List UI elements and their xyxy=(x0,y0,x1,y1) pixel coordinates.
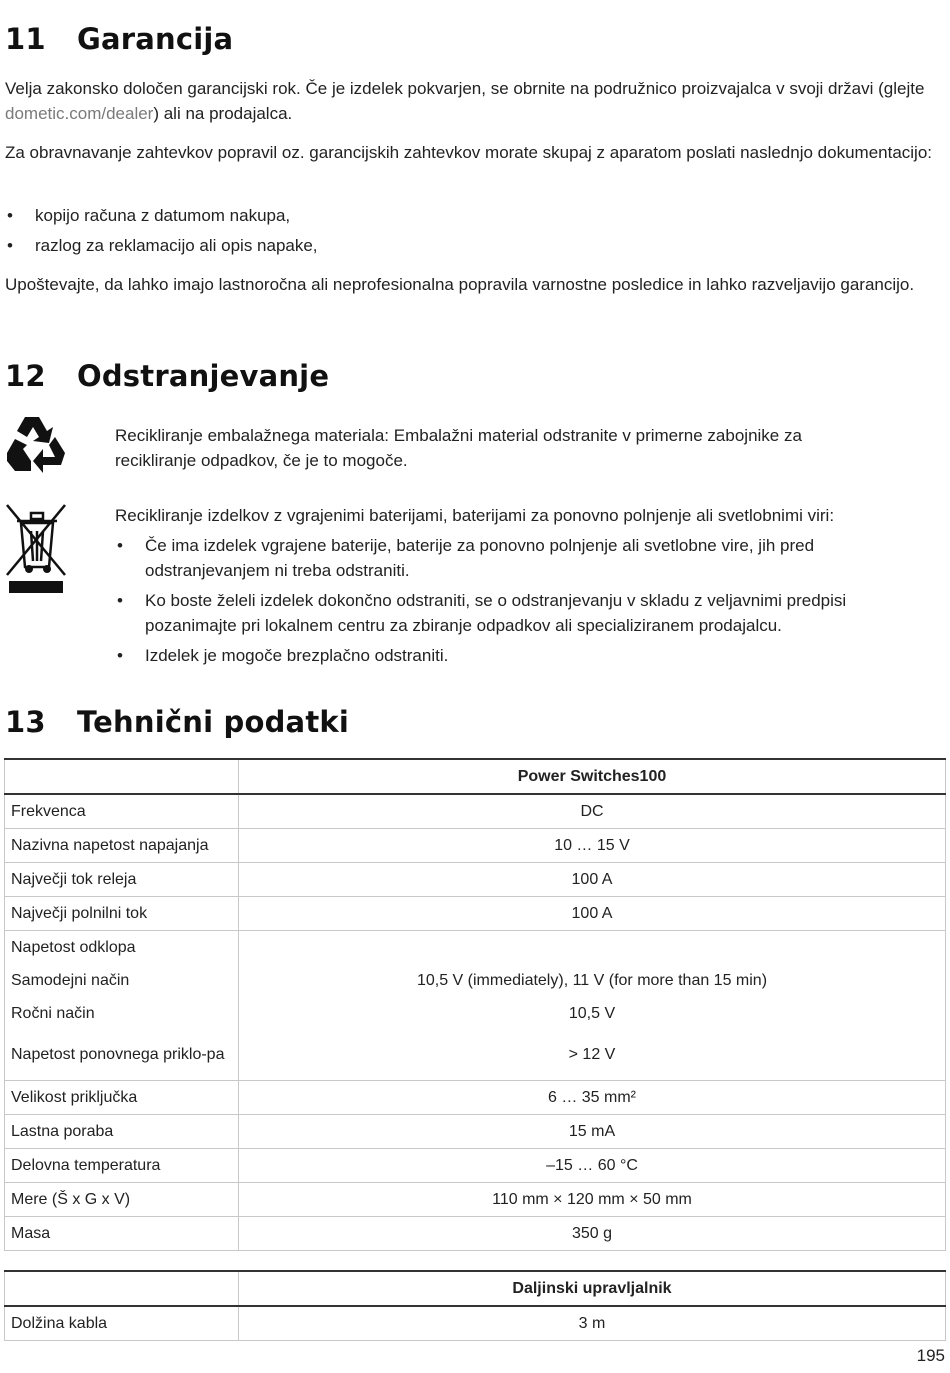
list-item: • Če ima izdelek vgrajene baterije, baterije za ponovno polnjenje ali svetlobne vire, jih pred odstranjevanjem ni treba odstraniti. xyxy=(115,533,915,583)
row-label: Samodejni način xyxy=(5,964,239,997)
table-row xyxy=(5,1081,946,1115)
table-row xyxy=(5,1149,946,1183)
warranty-bullet-list xyxy=(5,203,905,258)
spec-table-power-switch xyxy=(4,758,946,1251)
row-value: –15 … 60 °C xyxy=(239,1149,946,1183)
spec-table-remote xyxy=(4,1270,946,1341)
table-header-empty xyxy=(5,1271,239,1306)
table-header: Daljinski upravljalnik xyxy=(239,1271,946,1306)
warranty-paragraph-2: Za obravnavanje zahtevkov popravil oz. garancijskih zahtevkov morate skupaj z aparatom poslati naslednjo dokumentacijo: xyxy=(5,143,933,162)
recycle-text: Recikliranje embalažnega materiala: Embalažni material odstranite v primerne zabojnike za recikliranje odpadkov, če je to mogoče. xyxy=(115,426,802,470)
table-row xyxy=(5,863,946,897)
row-value: DC xyxy=(239,794,946,829)
table-row xyxy=(5,897,946,931)
table-header-row xyxy=(5,759,946,794)
list-item: • kopijo računa z datumom nakupa, xyxy=(5,203,905,228)
weee-bin-icon xyxy=(5,503,69,595)
row-value xyxy=(239,931,946,965)
row-value: 100 A xyxy=(239,863,946,897)
table-row xyxy=(5,1115,946,1149)
section-12-heading xyxy=(5,359,329,393)
row-label: Delovna temperatura xyxy=(5,1149,239,1183)
row-value: 350 g xyxy=(239,1217,946,1251)
row-value: 110 mm × 120 mm × 50 mm xyxy=(239,1183,946,1217)
section-number: 12 xyxy=(5,359,46,393)
row-label: Največji polnilni tok xyxy=(5,897,239,931)
table-header-empty xyxy=(5,759,239,794)
table-header-row xyxy=(5,1271,946,1306)
table-header: Power Switches100 xyxy=(239,759,946,794)
row-label: Ročni način xyxy=(5,997,239,1030)
section-title: Tehnični podatki xyxy=(77,705,350,739)
table-row xyxy=(5,997,946,1030)
table-row xyxy=(5,1306,946,1341)
row-label: Lastna poraba xyxy=(5,1115,239,1149)
row-value: > 12 V xyxy=(239,1030,946,1081)
table-row xyxy=(5,931,946,965)
row-label: Nazivna napetost napajanja xyxy=(5,829,239,863)
row-label: Napetost odklopa xyxy=(5,931,239,965)
table-row xyxy=(5,1183,946,1217)
table-row xyxy=(5,794,946,829)
row-value: 10,5 V xyxy=(239,997,946,1030)
row-value: 6 … 35 mm² xyxy=(239,1081,946,1115)
section-title: Garancija xyxy=(77,22,234,56)
warranty-paragraph-3: Upoštevajte, da lahko imajo lastnoročna ali neprofesionalna popravila varnostne posledice in lahko razveljavijo garancijo. xyxy=(5,275,915,294)
row-label: Velikost priključka xyxy=(5,1081,239,1115)
table-row xyxy=(5,964,946,997)
section-13-heading xyxy=(5,705,349,739)
row-label: Napetost ponovnega priklo-pa xyxy=(5,1030,239,1081)
table-row xyxy=(5,1217,946,1251)
section-title: Odstranjevanje xyxy=(77,359,330,393)
list-item: • Ko boste želeli izdelek dokončno odstraniti, se o odstranjevanju v skladu z veljavnimi predpisi pozanimajte pri lokalnem centru za zbiranje odpadkov ali specializiranem prodajalcu. xyxy=(115,588,915,638)
table-row xyxy=(5,1030,946,1081)
list-item: • Izdelek je mogoče brezplačno odstraniti. xyxy=(115,643,915,668)
weee-bullet-list xyxy=(115,533,915,673)
page-number: 195 xyxy=(916,1346,945,1365)
row-label: Največji tok releja xyxy=(5,863,239,897)
row-label: Frekvenca xyxy=(5,794,239,829)
section-number: 11 xyxy=(5,22,46,56)
row-label: Dolžina kabla xyxy=(5,1306,239,1341)
row-value: 15 mA xyxy=(239,1115,946,1149)
table-row xyxy=(5,829,946,863)
row-value: 100 A xyxy=(239,897,946,931)
row-label: Mere (Š x G x V) xyxy=(5,1183,239,1217)
list-item: • razlog za reklamacijo ali opis napake, xyxy=(5,233,905,258)
section-11-heading xyxy=(5,22,233,56)
row-label: Masa xyxy=(5,1217,239,1251)
weee-intro: Recikliranje izdelkov z vgrajenimi baterijami, baterijami za ponovno polnjenje ali svetlobnimi viri: xyxy=(115,506,835,525)
warranty-paragraph-1: Velja zakonsko določen garancijski rok. Če je izdelek pokvarjen, se obrnite na podružnico proizvajalca v svoji državi (glejte dometic.com/dealer) ali na prodajalca. xyxy=(5,79,925,123)
row-value: 3 m xyxy=(239,1306,946,1341)
row-value: 10 … 15 V xyxy=(239,829,946,863)
recycle-icon xyxy=(3,413,69,477)
dealer-link[interactable]: dometic.com/dealer xyxy=(5,104,154,123)
row-value: 10,5 V (immediately), 11 V (for more than 15 min) xyxy=(239,964,946,997)
section-number: 13 xyxy=(5,705,46,739)
